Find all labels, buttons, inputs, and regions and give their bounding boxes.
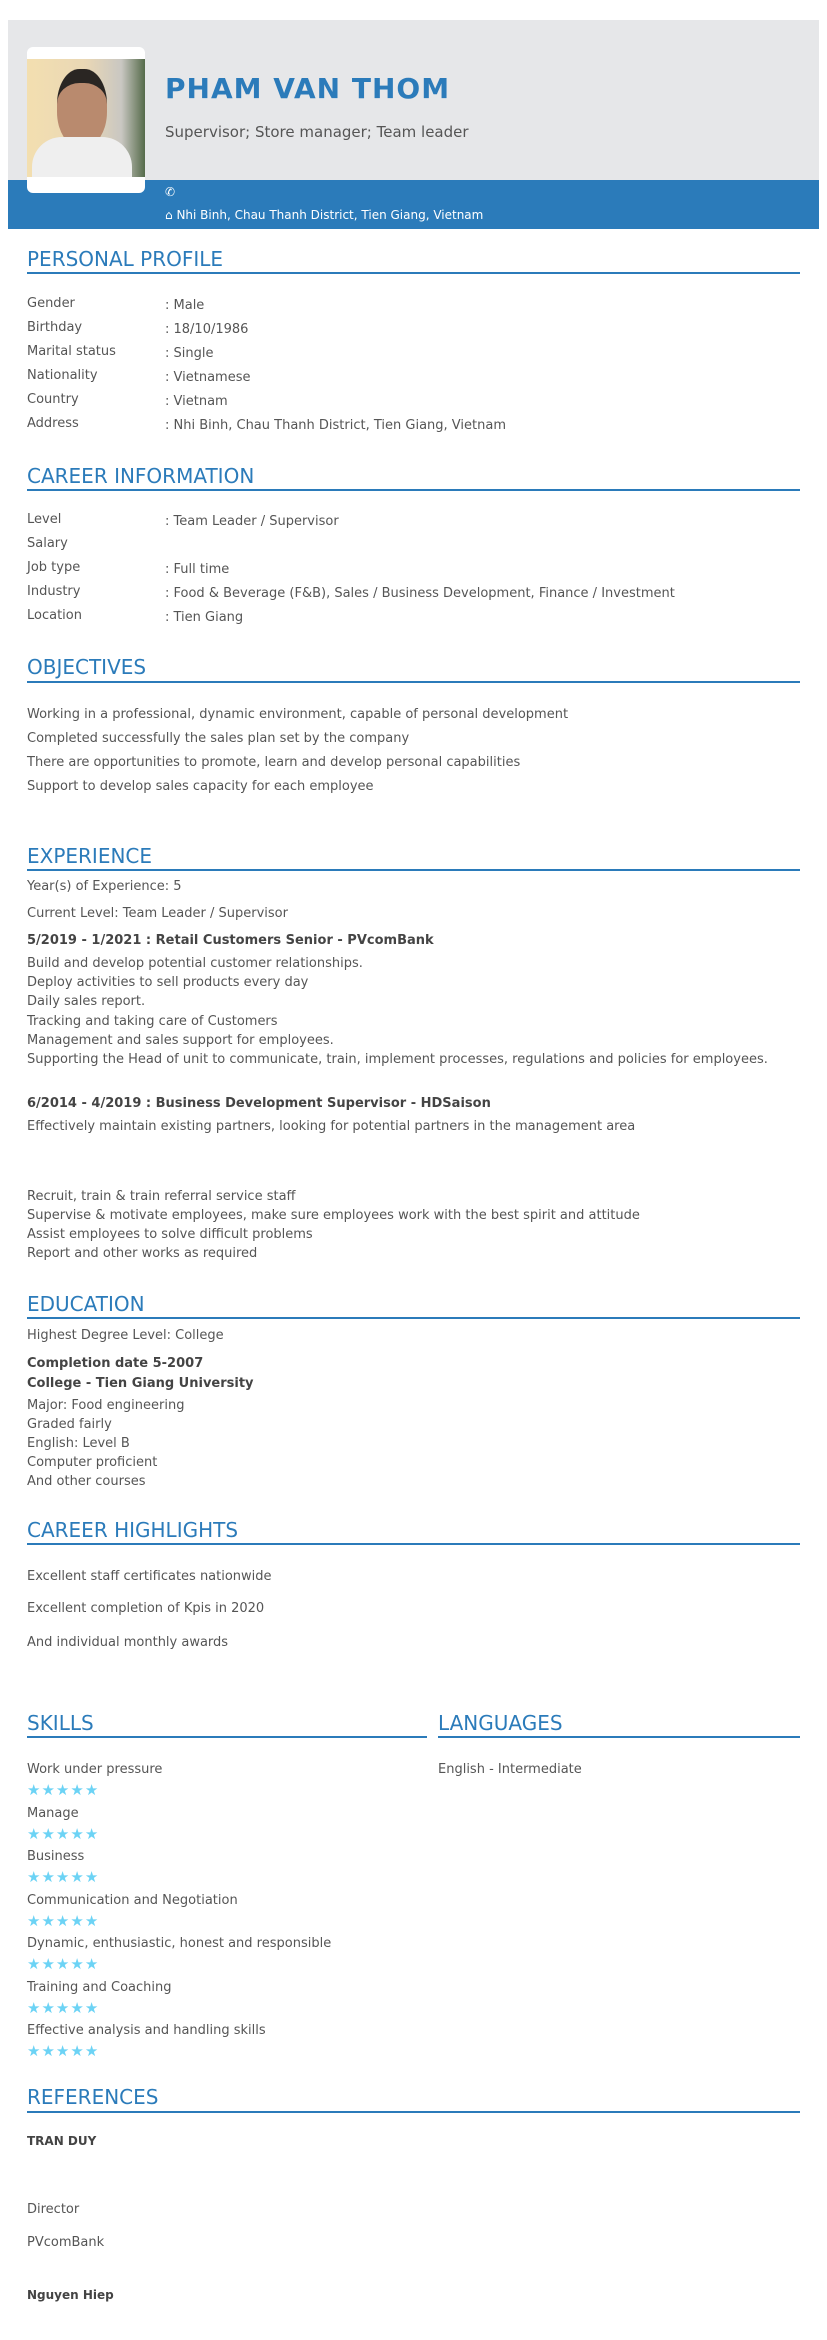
profile-value: : 18/10/1986 xyxy=(165,322,249,337)
skill-name: Training and Coaching xyxy=(27,1979,172,1995)
section-title-education: EDUCATION xyxy=(27,1292,145,1316)
section-title-objectives: OBJECTIVES xyxy=(27,655,147,679)
objective-item: Working in a professional, dynamic environment, capable of personal development xyxy=(27,707,569,722)
star-icon: ★ xyxy=(70,1955,85,1973)
education-detail: English: Level B xyxy=(27,1436,130,1451)
profile-label: Country xyxy=(27,392,79,407)
highest-degree: Highest Degree Level: College xyxy=(27,1328,224,1343)
skill-rating-stars xyxy=(27,1999,99,2017)
profile-value: : Male xyxy=(165,298,205,313)
career-label: Job type xyxy=(27,560,81,575)
profile-value: : Nhi Binh, Chau Thanh District, Tien Giang, Vietnam xyxy=(165,418,506,433)
reference-position: Director xyxy=(27,2202,80,2217)
star-icon: ★ xyxy=(55,1824,71,1843)
section-title-experience: EXPERIENCE xyxy=(27,844,153,868)
skill-name: Effective analysis and handling skills xyxy=(27,2023,266,2038)
job-duty: Daily sales report. xyxy=(27,994,146,1009)
experience-current-level: Current Level: Team Leader / Supervisor xyxy=(27,906,288,921)
section-divider xyxy=(27,681,800,683)
job-duty: Assist employees to solve difficult problems xyxy=(27,1227,313,1242)
star-icon: ★ xyxy=(84,1911,100,1930)
section-title-skills: SKILLS xyxy=(27,1711,94,1735)
home-icon: ⌂ xyxy=(165,208,173,222)
star-icon: ★ xyxy=(41,2042,56,2060)
career-label: Salary xyxy=(27,536,68,551)
reference-name: TRAN DUY xyxy=(27,2134,97,2148)
career-value: : Food & Beverage (F&B), Sales / Business Development, Finance / Investment xyxy=(165,586,675,601)
star-icon: ★ xyxy=(27,1998,42,2017)
star-icon: ★ xyxy=(70,1868,85,1886)
profile-label: Birthday xyxy=(27,320,83,335)
skill-name: Business xyxy=(27,1849,85,1864)
star-icon: ★ xyxy=(41,1998,56,2017)
star-icon: ★ xyxy=(70,1998,85,2017)
job-title: 6/2014 - 4/2019 : Business Development Supervisor - HDSaison xyxy=(27,1096,491,1111)
avatar xyxy=(27,59,145,177)
section-title-career-information: CAREER INFORMATION xyxy=(27,464,255,488)
star-icon: ★ xyxy=(55,1911,71,1930)
job-duty: Supporting the Head of unit to communicate, train, implement processes, regulations and policies for employees. xyxy=(27,1052,768,1067)
section-divider xyxy=(27,1543,800,1545)
star-icon: ★ xyxy=(55,2042,71,2060)
section-divider xyxy=(27,869,800,871)
completion-date: Completion date 5-2007 xyxy=(27,1356,204,1371)
profile-label: Address xyxy=(27,416,79,431)
objective-item: Completed successfully the sales plan set by the company xyxy=(27,731,410,746)
career-value: : Team Leader / Supervisor xyxy=(165,514,339,529)
career-label: Level xyxy=(27,512,62,527)
star-icon: ★ xyxy=(84,1998,100,2017)
phone-row xyxy=(165,183,175,201)
reference-name: Nguyen Hiep xyxy=(27,2288,114,2302)
profile-value: : Vietnam xyxy=(165,394,228,409)
star-icon: ★ xyxy=(27,1781,42,1799)
star-icon: ★ xyxy=(41,1911,56,1930)
section-divider xyxy=(27,2111,800,2113)
language-item: English - Intermediate xyxy=(438,1762,582,1777)
job-duty: Deploy activities to sell products every day xyxy=(27,975,309,990)
education-detail: And other courses xyxy=(27,1474,146,1489)
phone-icon: ✆ xyxy=(165,185,176,199)
objective-item: Support to develop sales capacity for each employee xyxy=(27,779,374,794)
section-title-career-highlights: CAREER HIGHLIGHTS xyxy=(27,1518,239,1542)
skill-name: Manage xyxy=(27,1805,79,1821)
skill-name: Dynamic, enthusiastic, honest and responsible xyxy=(27,1936,332,1951)
star-icon: ★ xyxy=(27,1824,42,1843)
star-icon: ★ xyxy=(41,1868,56,1886)
profile-label: Nationality xyxy=(27,368,98,383)
job-duty: Tracking and taking care of Customers xyxy=(27,1014,278,1029)
education-detail: Major: Food engineering xyxy=(27,1398,185,1413)
star-icon: ★ xyxy=(27,1911,42,1930)
star-icon: ★ xyxy=(70,1911,85,1930)
school-name: College - Tien Giang University xyxy=(27,1376,254,1391)
section-title-references: REFERENCES xyxy=(27,2085,159,2109)
career-label: Industry xyxy=(27,584,81,599)
address-value: Nhi Binh, Chau Thanh District, Tien Giang, Vietnam xyxy=(176,208,484,222)
star-icon: ★ xyxy=(41,1824,56,1843)
star-icon: ★ xyxy=(70,2042,85,2060)
profile-label: Marital status xyxy=(27,344,116,359)
skill-rating-stars xyxy=(27,1781,99,1799)
section-divider xyxy=(27,272,800,274)
skill-rating-stars xyxy=(27,1868,99,1886)
career-value: : Full time xyxy=(165,562,230,577)
job-title: 5/2019 - 1/2021 : Retail Customers Senior - PVcomBank xyxy=(27,933,434,948)
highlight-item: Excellent completion of Kpis in 2020 xyxy=(27,1601,265,1616)
section-title-languages: LANGUAGES xyxy=(438,1711,563,1735)
job-duty: Management and sales support for employees. xyxy=(27,1033,334,1048)
star-icon: ★ xyxy=(55,1781,71,1799)
star-icon: ★ xyxy=(55,1868,71,1886)
experience-years: Year(s) of Experience: 5 xyxy=(27,879,182,894)
profile-value: : Single xyxy=(165,346,214,361)
profile-label: Gender xyxy=(27,296,75,311)
skill-rating-stars xyxy=(27,1825,99,1843)
star-icon: ★ xyxy=(27,1955,42,1973)
objective-item: There are opportunities to promote, learn and develop personal capabilities xyxy=(27,755,521,770)
star-icon: ★ xyxy=(70,1781,85,1799)
skill-rating-stars xyxy=(27,1955,99,1973)
star-icon: ★ xyxy=(84,1955,100,1973)
job-duty: Effectively maintain existing partners, looking for potential partners in the management area xyxy=(27,1119,636,1134)
job-duty: Build and develop potential customer relationships. xyxy=(27,956,363,971)
star-icon: ★ xyxy=(55,1998,71,2017)
skill-rating-stars xyxy=(27,1912,99,1930)
star-icon: ★ xyxy=(41,1781,56,1799)
section-divider xyxy=(27,1736,427,1738)
star-icon: ★ xyxy=(84,1781,100,1799)
skill-name: Communication and Negotiation xyxy=(27,1892,238,1908)
career-value: : Tien Giang xyxy=(165,610,244,625)
profile-value: : Vietnamese xyxy=(165,370,251,385)
star-icon: ★ xyxy=(84,1824,100,1843)
reference-company: PVcomBank xyxy=(27,2235,105,2250)
star-icon: ★ xyxy=(84,2042,100,2060)
star-icon: ★ xyxy=(27,2042,42,2060)
career-label: Location xyxy=(27,608,82,623)
star-icon: ★ xyxy=(41,1955,56,1973)
education-detail: Computer proficient xyxy=(27,1455,158,1470)
skill-name: Work under pressure xyxy=(27,1762,163,1777)
star-icon: ★ xyxy=(27,1868,42,1886)
education-detail: Graded fairly xyxy=(27,1417,112,1432)
candidate-name: PHAM VAN THOM xyxy=(165,72,451,105)
section-divider xyxy=(27,489,800,491)
section-divider xyxy=(27,1317,800,1319)
highlight-item: Excellent staff certificates nationwide xyxy=(27,1569,272,1584)
section-title-personal-profile: PERSONAL PROFILE xyxy=(27,247,224,271)
section-divider xyxy=(438,1736,800,1738)
address-row xyxy=(165,206,483,224)
job-duty: Recruit, train & train referral service staff xyxy=(27,1189,296,1204)
highlight-item: And individual monthly awards xyxy=(27,1635,229,1650)
star-icon: ★ xyxy=(55,1955,71,1973)
candidate-title: Supervisor; Store manager; Team leader xyxy=(165,123,469,141)
skill-rating-stars xyxy=(27,2042,99,2060)
job-duty: Supervise & motivate employees, make sure employees work with the best spirit and attitude xyxy=(27,1208,640,1223)
job-duty: Report and other works as required xyxy=(27,1246,258,1261)
star-icon: ★ xyxy=(70,1824,85,1843)
star-icon: ★ xyxy=(84,1868,100,1886)
